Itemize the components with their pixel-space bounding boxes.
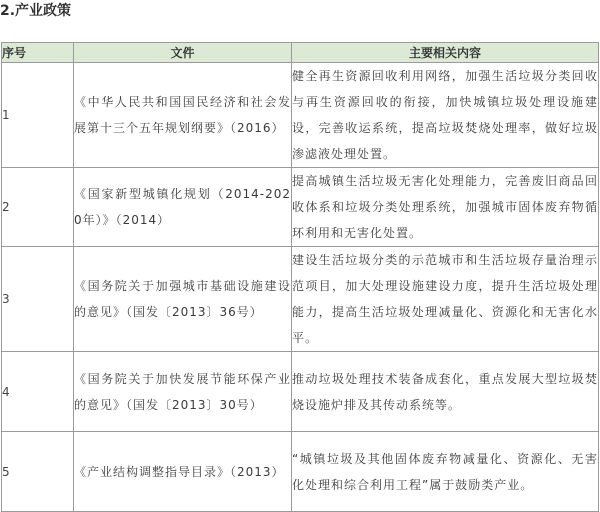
row-document: 《中华人民共和国国民经济和社会发展第十三个五年规划纲要》（2016） <box>74 63 292 168</box>
row-no: 3 <box>2 247 74 352</box>
table-row <box>2 247 599 352</box>
table-row <box>2 168 599 247</box>
row-no: 2 <box>2 168 74 247</box>
header-content: 主要相关内容 <box>292 43 599 63</box>
row-content: 健全再生资源回收利用网络，加强生活垃圾分类回收与再生资源回收的衔接，加快城镇垃圾处理设施建设，完善收运系统，提高垃圾焚烧处理率，做好垃圾渗滤液处理处置。 <box>292 63 599 168</box>
row-content: 推动垃圾处理技术装备成套化，重点发展大型垃圾焚烧设施炉排及其传动系统等。 <box>292 352 599 432</box>
table-row <box>2 432 599 512</box>
row-no: 4 <box>2 352 74 432</box>
row-content: 建设生活垃圾分类的示范城市和生活垃圾存量治理示范项目，加大处理设施建设力度，提升生活垃圾处理能力，提高生活垃圾处理减量化、资源化和无害化水平。 <box>292 247 599 352</box>
row-document: 《国务院关于加快发展节能环保产业的意见》（国发〔2013〕30号） <box>74 352 292 432</box>
row-no: 1 <box>2 63 74 168</box>
row-document: 《国务院关于加强城市基础设施建设的意见》（国发〔2013〕36号） <box>74 247 292 352</box>
policy-table <box>1 42 599 512</box>
section-title: 2.产业政策 <box>0 3 72 19</box>
table-row <box>2 352 599 432</box>
header-document: 文件 <box>74 43 292 63</box>
header-no: 序号 <box>2 43 74 63</box>
row-content: “城镇垃圾及其他固体废弃物减量化、资源化、无害化处理和综合利用工程”属于鼓励类产业。 <box>292 432 599 512</box>
row-content: 提高城镇生活垃圾无害化处理能力，完善废旧商品回收体系和垃圾分类处理系统，加强城市固体废弃物循环利用和无害化处置。 <box>292 168 599 247</box>
table-row <box>2 63 599 168</box>
row-no: 5 <box>2 432 74 512</box>
table-header-row <box>2 43 599 63</box>
row-document: 《国家新型城镇化规划（2014-2020年）》（2014） <box>74 168 292 247</box>
row-document: 《产业结构调整指导目录》（2013） <box>74 432 292 512</box>
